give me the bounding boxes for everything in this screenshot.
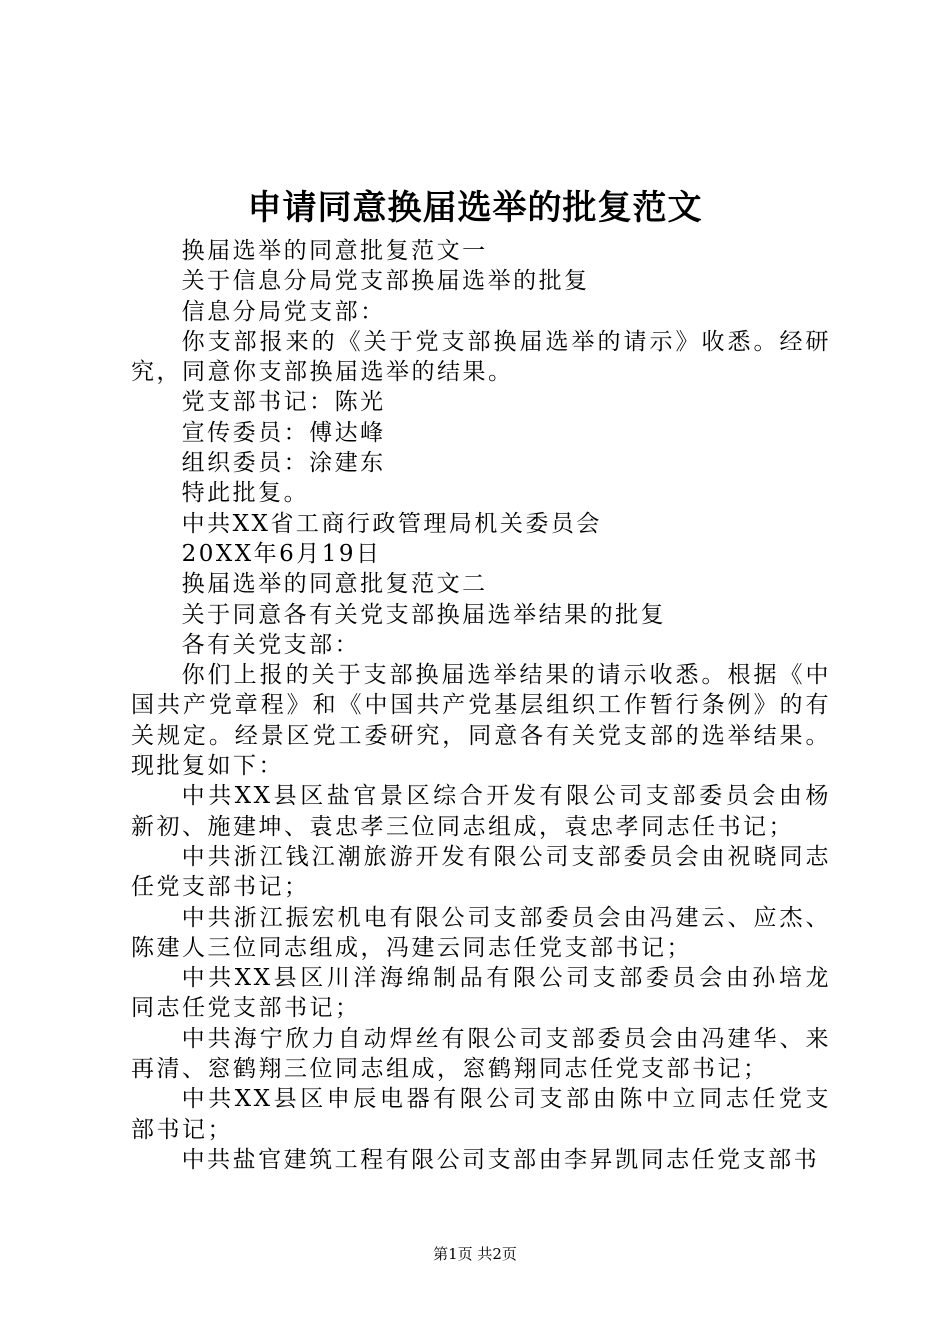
paragraph-heading-1: 换届选举的同意批复范文一 [181, 238, 488, 264]
document-body [131, 236, 831, 1175]
paragraph-text: 宣传委员：傅达峰 [181, 419, 386, 446]
paragraph-text: 特此批复。 [181, 480, 310, 507]
paragraph-text: 党支部书记：陈光 [181, 389, 386, 416]
paragraph-text: 组织委员：涂建东 [181, 450, 386, 477]
paragraph-heading-2: 换届选举的同意批复范文二 [181, 571, 488, 598]
paragraph-text: 中共XX县区申辰电器有限公司支部由陈中立同志任党支部书记； [131, 1086, 831, 1143]
paragraph-addressee-2: 各有关党支部： [181, 631, 361, 658]
paragraph-addressee-1: 信息分局党支部： [181, 298, 386, 325]
paragraph-text: 中共海宁欣力自动焊丝有限公司支部委员会由冯建华、来再清、窓鹤翔三位同志组成，窓鹤翔同志任党支部书记； [131, 1025, 831, 1083]
paragraph-text: 你们上报的关于支部换届选举结果的请示收悉。根据《中国共产党章程》和《中国共产党基层组织工作暂行条例》的有关规定。经景区党工委研究，同意各有关党支部的选举结果。现批复如下： [131, 662, 831, 780]
paragraph-text: 中共浙江钱江潮旅游开发有限公司支部委员会由祝晓同志任党支部书记； [131, 843, 831, 901]
paragraph-date: 20XX年6月19日 [181, 540, 382, 567]
paragraph-text: 你支部报来的《关于党支部换届选举的请示》收悉。经研究，同意你支部换届选举的结果。 [131, 328, 831, 386]
paragraph-text: 中共盐官建筑工程有限公司支部由李昇凯同志任党支部书 [181, 1146, 820, 1173]
document-title: 申请同意换届选举的批复范文 [247, 188, 703, 228]
paragraph-text: 中共XX县区川洋海绵制品有限公司支部委员会由孙培龙同志任党支部书记； [131, 965, 831, 1022]
paragraph-subject-2: 关于同意各有关党支部换届选举结果的批复 [181, 601, 667, 628]
page-footer: 第1页 共2页 [433, 1245, 517, 1263]
paragraph-text: 中共浙江振宏机电有限公司支部委员会由冯建云、应杰、陈建人三位同志组成，冯建云同志任党支部书记； [131, 904, 831, 961]
paragraph-signature: 中共XX省工商行政管理局机关委员会 [181, 510, 602, 537]
paragraph-text: 中共XX县区盐官景区综合开发有限公司支部委员会由杨新初、施建坤、袁忠孝三位同志组成，袁忠孝同志任书记； [131, 783, 831, 840]
paragraph-subject-1: 关于信息分局党支部换届选举的批复 [181, 268, 590, 295]
